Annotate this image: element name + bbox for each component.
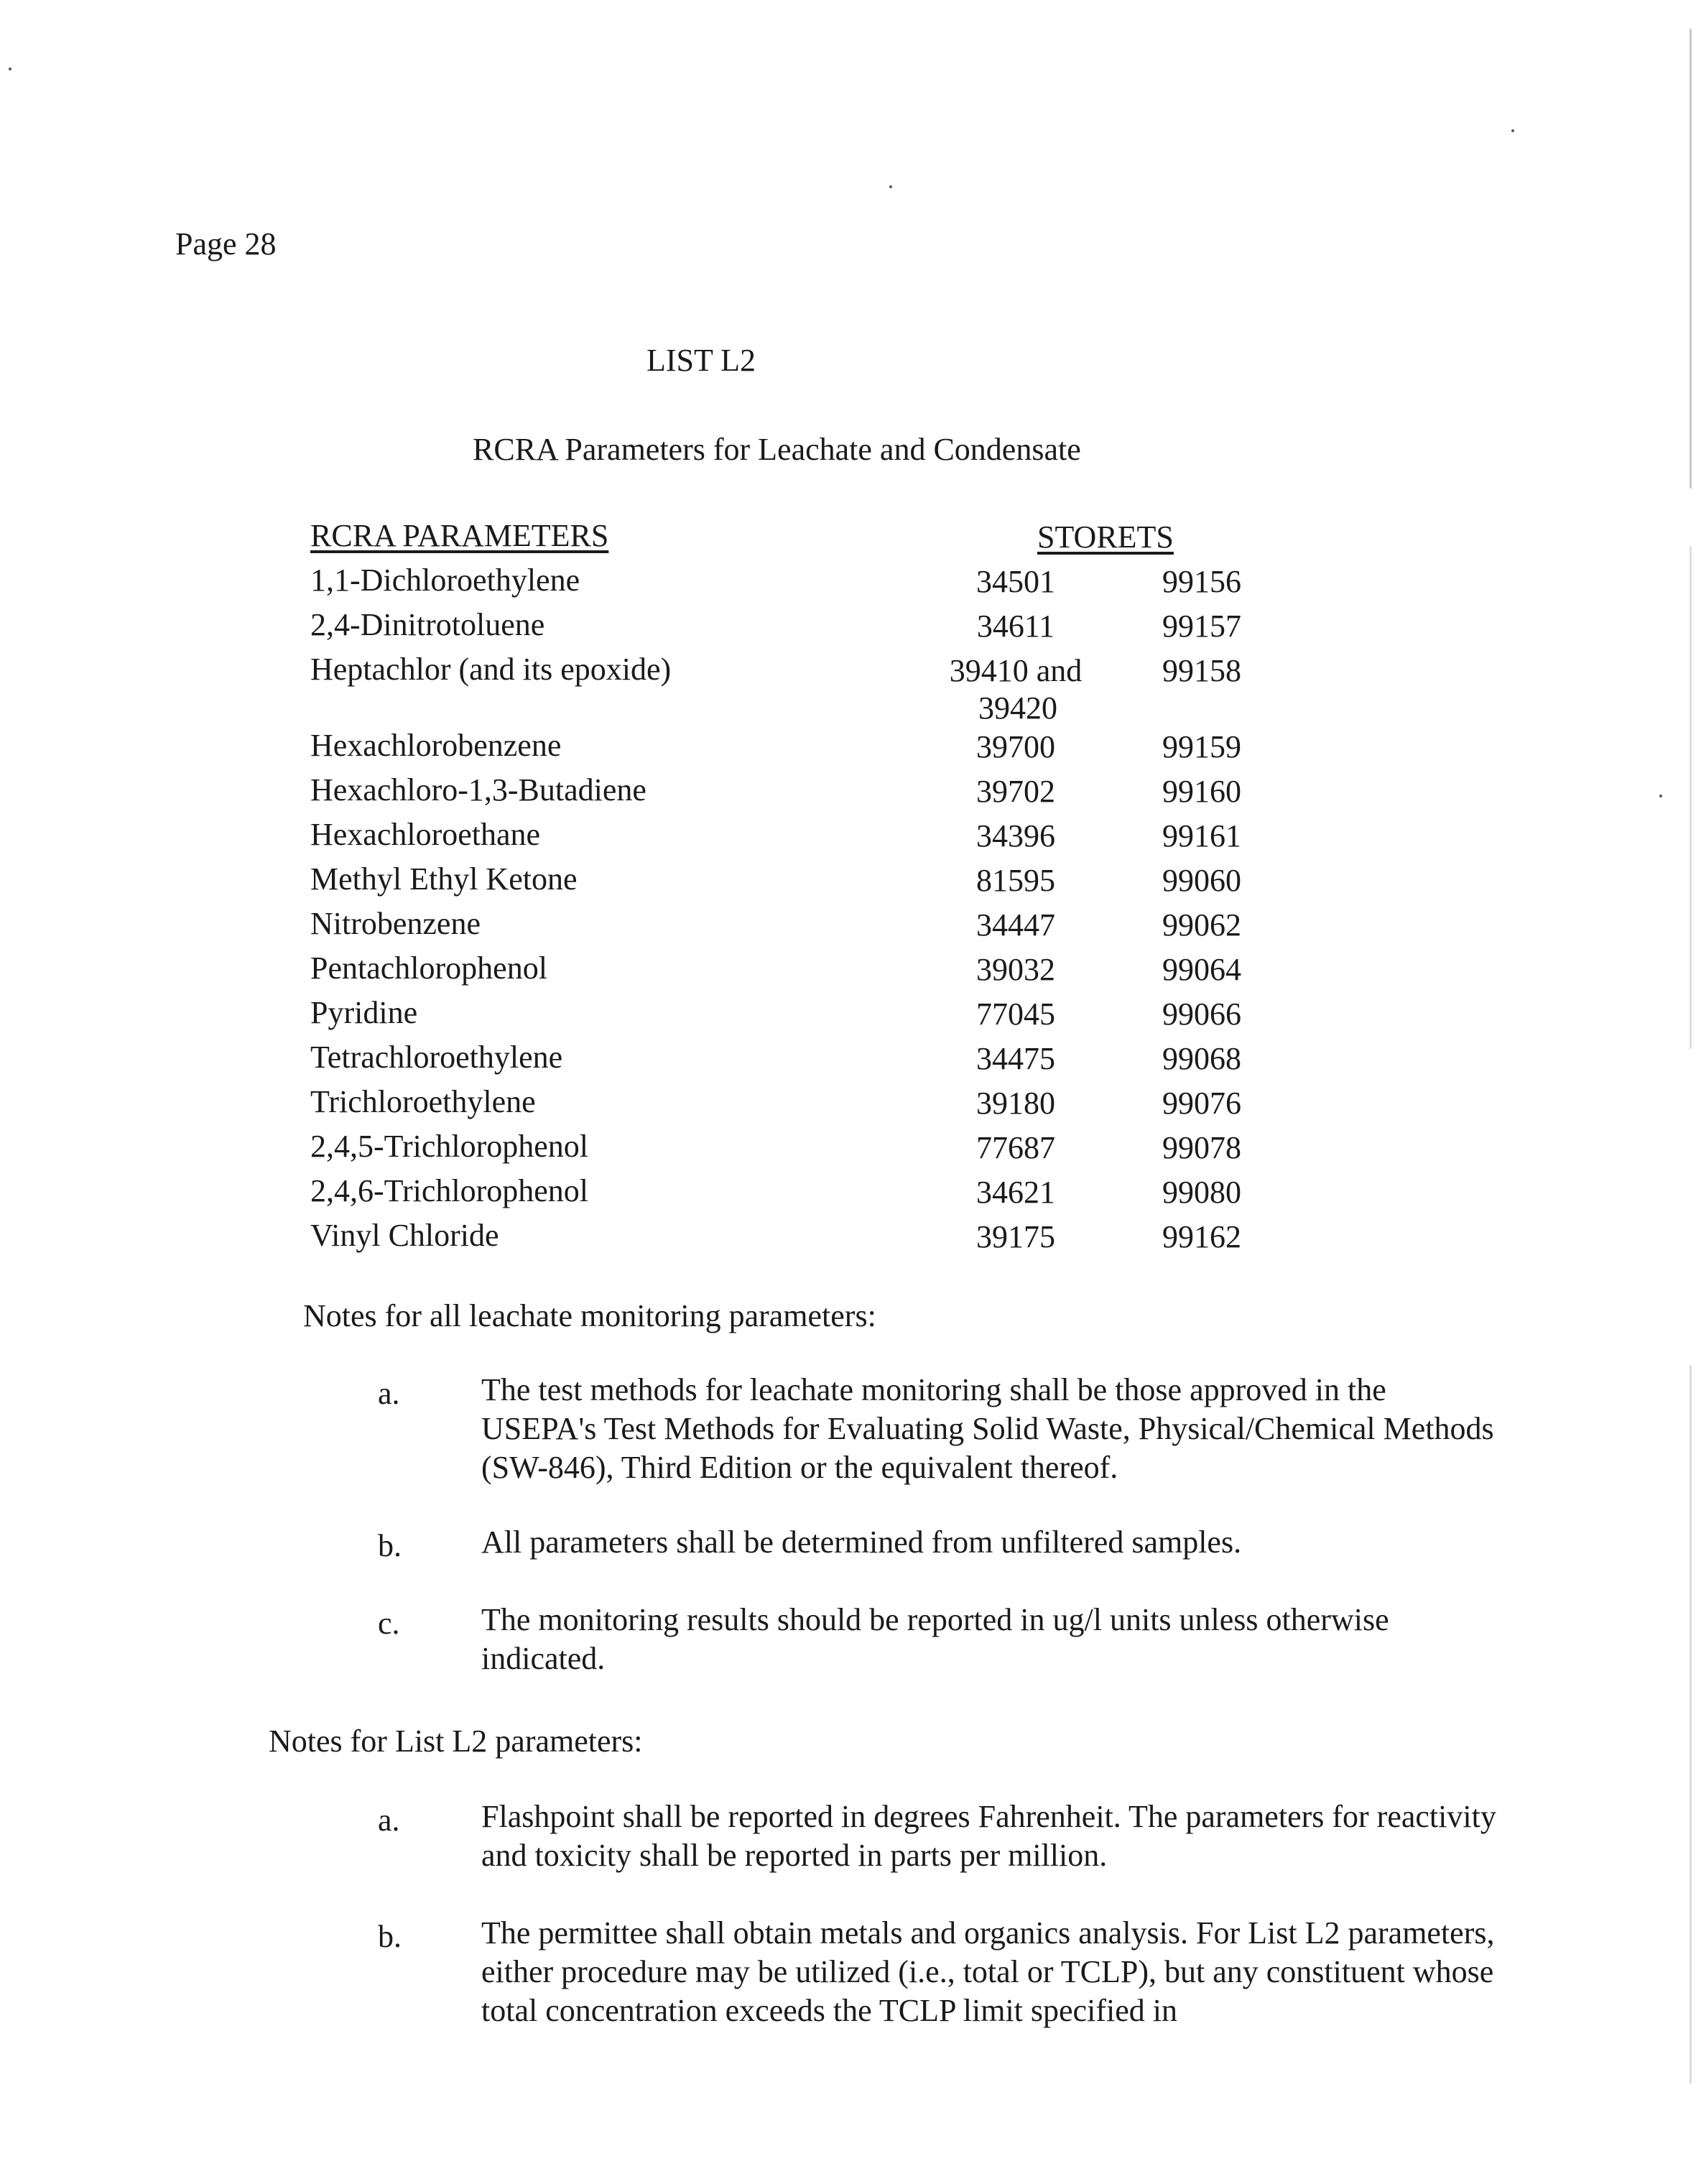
note-letter: a. (378, 1803, 400, 1838)
table-row-name: Hexachloro-1,3-Butadiene (310, 772, 646, 808)
table-row-storet-1: 39180 (976, 1086, 1055, 1121)
scan-speck (889, 185, 892, 188)
table-row-name: Methyl Ethyl Ketone (310, 861, 578, 897)
table-row-name: 2,4,6-Trichlorophenol (310, 1173, 589, 1208)
note-text: All parameters shall be determined from unfiltered samples. (481, 1524, 1242, 1560)
note-letter: a. (378, 1376, 400, 1411)
table-row-storet-1: 39702 (976, 774, 1055, 809)
table-row-storet-1: 39032 (976, 952, 1055, 987)
scan-edge-mark (1690, 1365, 1692, 2083)
table-row-storet-1: 39175 (976, 1219, 1055, 1254)
table-row-name: Nitrobenzene (310, 906, 481, 941)
table-row-storet-2: 99156 (1162, 564, 1241, 599)
table-row-storet-1: 77687 (976, 1130, 1055, 1165)
table-row-storet-1: 34611 (976, 609, 1055, 644)
note-letter: c. (378, 1606, 400, 1641)
note-text: The permittee shall obtain metals and organics analysis. For List L2 parameters, either procedure may be utilized (i.e., total or TCLP), but any constituent whose total concentration exceeds the TCLP limit specified in (481, 1915, 1495, 2028)
table-row-storet-1: 34501 (976, 564, 1055, 599)
table-row-storet-1-continued: 39420 (978, 690, 1057, 726)
table-row-name: Trichloroethylene (310, 1084, 536, 1119)
table-row-storet-1: 39410 and (949, 653, 1083, 688)
table-row-storet-2: 99080 (1162, 1175, 1241, 1210)
note-letter: b. (378, 1528, 402, 1563)
table-row-name: 1,1-Dichloroethylene (310, 563, 580, 598)
table-row-name: Hexachloroethane (310, 817, 541, 852)
note-letter: b. (378, 1919, 402, 1954)
table-row-name: 2,4,5-Trichlorophenol (310, 1129, 589, 1164)
table-row-storet-2: 99078 (1162, 1130, 1241, 1165)
subtitle: RCRA Parameters for Leachate and Condensate (473, 432, 1081, 467)
table-row-storet-1: 34396 (976, 818, 1055, 853)
table-row-storet-2: 99160 (1162, 774, 1241, 809)
table-row-storet-1: 77045 (976, 996, 1055, 1032)
table-row-storet-2: 99062 (1162, 907, 1241, 943)
table-row-storet-1: 34621 (976, 1175, 1055, 1210)
table-row-storet-2: 99158 (1162, 653, 1241, 688)
notes-all-heading: Notes for all leachate monitoring parameters: (303, 1298, 876, 1333)
note-text: The monitoring results should be reported in ug/l units unless otherwise indicated. (481, 1602, 1389, 1676)
table-row-name: Heptachlor (and its epoxide) (310, 652, 672, 687)
table-row-name: Pentachlorophenol (310, 950, 547, 986)
scan-speck (9, 68, 11, 70)
table-row-name: Pyridine (310, 995, 418, 1030)
table-row-name: Tetrachloroethylene (310, 1040, 563, 1075)
table-row-storet-2: 99060 (1162, 863, 1241, 898)
list-title: LIST L2 (646, 343, 756, 378)
note-text: The test methods for leachate monitoring shall be those approved in the USEPA's Test Methods for Evaluating Solid Waste, Physical/Chemical Methods (SW-846), Third Edition or the equivalent thereof. (481, 1372, 1494, 1485)
note-text: Flashpoint shall be reported in degrees Fahrenheit. The parameters for reactivity and toxicity shall be reported in parts per million. (481, 1799, 1496, 1873)
table-row-storet-2: 99076 (1162, 1086, 1241, 1121)
table-row-storet-1: 34447 (976, 907, 1055, 943)
table-row-storet-2: 99161 (1162, 818, 1241, 853)
scan-edge-mark (1690, 29, 1692, 489)
page-number: Page 28 (175, 226, 277, 262)
table-row-name: Vinyl Chloride (310, 1218, 499, 1253)
table-row-storet-2: 99157 (1162, 609, 1241, 644)
table-row-storet-2: 99064 (1162, 952, 1241, 987)
table-row-name: 2,4-Dinitrotoluene (310, 607, 545, 642)
scan-speck (1511, 129, 1514, 132)
table-row-storet-1: 34475 (976, 1041, 1055, 1076)
column-header-storets: STORETS (1037, 519, 1174, 555)
table-row-storet-1: 39700 (976, 729, 1055, 764)
scan-edge-mark (1690, 546, 1692, 1049)
table-row-storet-2: 99159 (1162, 729, 1241, 764)
table-row-storet-2: 99162 (1162, 1219, 1241, 1254)
table-row-name: Hexachlorobenzene (310, 728, 562, 763)
table-row-storet-1: 81595 (976, 863, 1055, 898)
table-row-storet-2: 99066 (1162, 996, 1241, 1032)
notes-l2-heading: Notes for List L2 parameters: (269, 1723, 643, 1759)
table-row-storet-2: 99068 (1162, 1041, 1241, 1076)
column-header-parameters: RCRA PARAMETERS (310, 518, 609, 553)
scan-speck (1659, 795, 1662, 797)
